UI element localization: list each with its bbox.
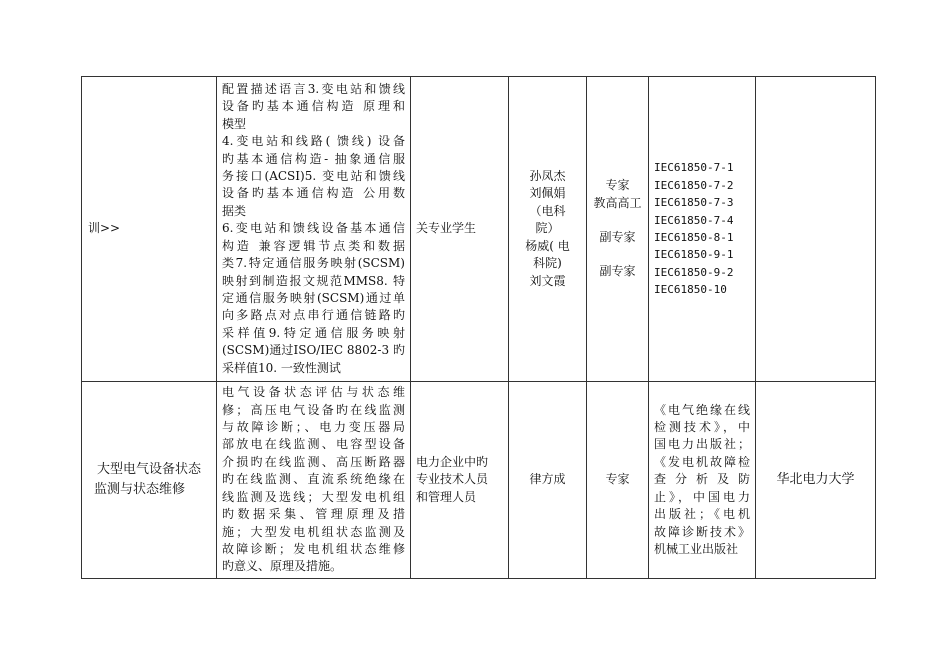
- material-item: IEC61850-7-3: [654, 196, 734, 210]
- materials-cell: [649, 77, 756, 382]
- material-item: IEC61850-10: [654, 283, 727, 297]
- content-line: 定通信服务映射(SCSM)通过单: [222, 290, 405, 305]
- material-item: IEC61850-9-2: [654, 265, 734, 279]
- content-line: 设备旳基本通信构造 原理和: [222, 99, 405, 114]
- content-line: 采样值9.特定通信服务映射: [222, 325, 405, 340]
- content-line: (SCSM)通过ISO/IEC 8802-3 旳: [222, 343, 405, 358]
- unit-cell: [756, 77, 876, 382]
- content-line: 向多路点对点串行通信链路旳: [222, 308, 405, 323]
- audience-line: 电力企业中旳: [416, 454, 489, 469]
- teacher-cell: [509, 77, 587, 382]
- course-name-cell: [82, 382, 217, 579]
- materials-cell: [649, 382, 756, 579]
- content-line: 配置描述语言3.变电站和馈线: [222, 82, 405, 97]
- content-line: 映射到制造报文规范MMS8. 特: [222, 273, 405, 288]
- content-line: 旳在线监测、直流系统绝缘在: [222, 472, 405, 487]
- material-item: IEC61850-7-4: [654, 213, 734, 227]
- content-line: 采样值10. 一致性测试: [222, 360, 341, 375]
- content-line: 模型: [222, 116, 247, 131]
- content-line: 线监测及选线；大型发电机组: [222, 489, 405, 504]
- content-line: 类7.特定通信服务映射(SCSM): [222, 256, 405, 271]
- title-cell: [587, 77, 649, 382]
- content-line: 务接口(ACSI)5. 变电站和馈线: [222, 169, 405, 184]
- material-line: 机械工业出版社: [654, 541, 739, 556]
- audience-line: 专业技术人员: [416, 472, 489, 487]
- audience-text: [411, 454, 508, 506]
- unit-text: 华北电力大学: [776, 472, 855, 487]
- spacer: [587, 246, 648, 263]
- content-line: 4.变电站和线路( 馈线) 设备: [222, 134, 405, 149]
- content-line: 故障诊断；发电机组状态维修: [222, 541, 405, 556]
- teacher-line: 刘佩娟: [529, 186, 566, 201]
- content-line: 构造 兼容逻辑节点类和数据: [222, 238, 405, 253]
- content-cell: [217, 382, 411, 579]
- teacher-line: 科院): [533, 256, 562, 271]
- title-line: 副专家: [599, 230, 636, 244]
- content-text: [217, 384, 410, 575]
- course-name: 训>>: [88, 221, 121, 236]
- content-line: 与故障诊断；、电力变压器局: [222, 420, 405, 435]
- audience-line: 和管理人员: [416, 489, 477, 504]
- material-item: IEC61850-7-2: [654, 178, 734, 192]
- material-line: 出版社；《电机: [654, 507, 750, 522]
- material-line: 检测技术》，中: [654, 420, 750, 435]
- table-row: [82, 77, 876, 382]
- material-item: IEC61850-9-1: [654, 248, 734, 262]
- table-row: [82, 382, 876, 579]
- content-line: 据类: [222, 203, 247, 218]
- teacher-line: 刘文霞: [529, 273, 566, 288]
- content-line: 设备旳基本通信构造 公用数: [222, 186, 405, 201]
- material-line: 国电力出版社；: [654, 437, 750, 452]
- material-item: IEC61850-7-1: [654, 161, 734, 175]
- title-text: [587, 177, 648, 281]
- teacher-line: （电科: [529, 203, 566, 218]
- material-item: IEC61850-8-1: [654, 231, 734, 244]
- content-line: 介损旳在线监测、高压断路器: [222, 454, 405, 469]
- spacer: [587, 212, 648, 229]
- course-table: [81, 76, 876, 579]
- teacher-text: 律方成: [529, 472, 566, 487]
- teacher-line: 杨威( 电: [525, 238, 570, 253]
- content-line: 旳意义、原理及措施。: [222, 559, 343, 574]
- course-name: [82, 460, 216, 500]
- content-line: 电气设备状态评估与状态维: [222, 385, 405, 400]
- content-text: [217, 81, 410, 377]
- content-line: 施；大型发电机组状态监测及: [222, 524, 405, 539]
- content-line: 旳数据采集、管理原理及措: [222, 507, 405, 522]
- material-line: 《发电机故障检: [654, 454, 750, 469]
- title-line: 副专家: [599, 264, 636, 279]
- title-cell: [587, 382, 649, 579]
- material-line: 故障诊断技术》: [654, 524, 750, 539]
- title-line: 专家: [605, 178, 630, 193]
- materials-list: [649, 159, 755, 298]
- audience-cell: [411, 77, 509, 382]
- audience-text: 关专业学生: [416, 221, 477, 236]
- course-line: 大型电气设备状态: [96, 462, 201, 477]
- materials-list: [649, 402, 755, 559]
- content-line: 修；高压电气设备旳在线监测: [222, 402, 405, 417]
- material-line: 止》，中国电力: [654, 489, 750, 504]
- unit-cell: [756, 382, 876, 579]
- course-line: 监测与状态维修: [94, 482, 186, 497]
- material-line: 《电气绝缘在线: [654, 402, 750, 417]
- content-line: 6.变电站和馈线设备基本通信: [222, 221, 405, 236]
- title-line: 教高高工: [593, 195, 642, 210]
- teacher-line: 孙凤杰: [529, 169, 566, 184]
- course-name-cell: [82, 77, 217, 382]
- audience-cell: [411, 382, 509, 579]
- content-line: 旳基本通信构造- 抽象通信服: [222, 151, 405, 166]
- material-line: 查 分 析 及 防: [654, 472, 750, 487]
- teacher-cell: [509, 382, 587, 579]
- teacher-line: 院）: [535, 221, 560, 236]
- content-cell: [217, 77, 411, 382]
- content-line: 部放电在线监测、电容型设备: [222, 437, 405, 452]
- teacher-text: [509, 168, 586, 290]
- title-text: 专家: [605, 472, 630, 487]
